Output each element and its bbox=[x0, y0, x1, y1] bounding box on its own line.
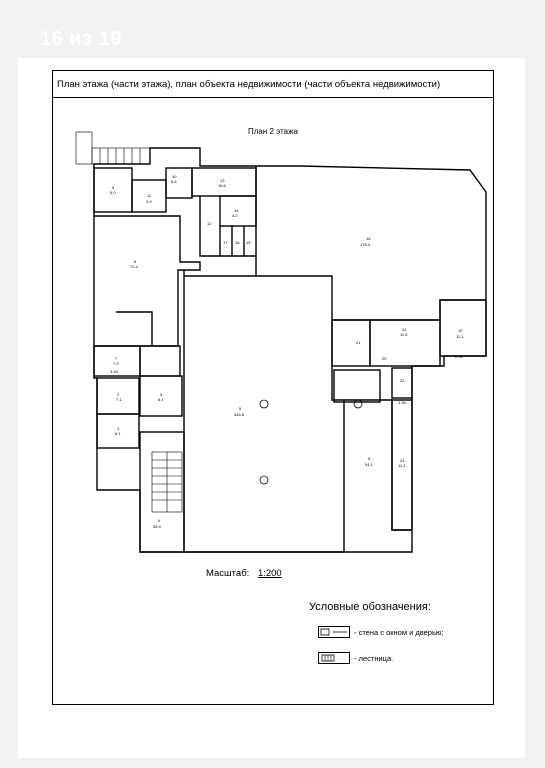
svg-text:38.9: 38.9 bbox=[153, 524, 161, 529]
svg-text:7.9: 7.9 bbox=[113, 361, 119, 366]
room-23-wall bbox=[392, 368, 412, 398]
room-5-wall bbox=[184, 270, 344, 552]
svg-text:14: 14 bbox=[234, 208, 239, 213]
legend-title: Условные обозначения: bbox=[309, 601, 431, 613]
svg-text:11.5: 11.5 bbox=[400, 332, 408, 337]
svg-text:23: 23 bbox=[400, 378, 405, 383]
svg-text:22: 22 bbox=[402, 327, 407, 332]
svg-text:2.92: 2.92 bbox=[455, 354, 463, 359]
svg-text:72.4: 72.4 bbox=[130, 264, 138, 269]
svg-text:12: 12 bbox=[207, 221, 212, 226]
legend-item-wall bbox=[318, 626, 444, 638]
svg-text:7.1: 7.1 bbox=[116, 397, 122, 402]
wall-window-door-icon bbox=[318, 626, 350, 638]
svg-text:8: 8 bbox=[134, 259, 137, 264]
svg-text:6.6: 6.6 bbox=[171, 179, 177, 184]
svg-text:16: 16 bbox=[235, 240, 240, 245]
svg-text:15: 15 bbox=[246, 240, 251, 245]
svg-text:17: 17 bbox=[223, 240, 228, 245]
svg-text:3.9: 3.9 bbox=[146, 199, 152, 204]
svg-text:24: 24 bbox=[400, 458, 405, 463]
room-21-wall bbox=[332, 320, 370, 366]
svg-text:21: 21 bbox=[356, 340, 361, 345]
svg-text:1: 1 bbox=[117, 426, 120, 431]
legend-label-stairs: - лестница. bbox=[354, 653, 394, 663]
svg-text:4: 4 bbox=[158, 518, 161, 523]
svg-text:9: 9 bbox=[112, 185, 115, 190]
room-19-wall bbox=[440, 300, 486, 356]
plan-title: План 2 этажа bbox=[248, 127, 298, 136]
svg-text:11.1: 11.1 bbox=[456, 334, 464, 339]
svg-text:10: 10 bbox=[172, 174, 177, 179]
legend-item-stairs bbox=[318, 652, 393, 664]
room-10-wall bbox=[166, 168, 192, 198]
room-18-wall bbox=[256, 166, 486, 320]
staircase-legend-icon bbox=[318, 652, 350, 664]
svg-text:13: 13 bbox=[220, 178, 225, 183]
svg-text:11: 11 bbox=[147, 193, 152, 198]
svg-text:7: 7 bbox=[115, 356, 118, 361]
svg-text:178.4: 178.4 bbox=[360, 242, 371, 247]
svg-text:6.1: 6.1 bbox=[158, 397, 164, 402]
page-counter: 16 из 19 bbox=[40, 28, 122, 50]
outer-wall bbox=[94, 148, 486, 552]
svg-text:3: 3 bbox=[160, 392, 163, 397]
svg-text:346.8: 346.8 bbox=[234, 412, 245, 417]
svg-text:6.1: 6.1 bbox=[115, 431, 121, 436]
svg-text:1.36: 1.36 bbox=[398, 400, 406, 405]
svg-text:19: 19 bbox=[458, 328, 463, 333]
column-markers bbox=[260, 400, 362, 484]
frame-header: План этажа (части этажа), план объекта недвижимости (части объекта недвижимости) bbox=[53, 71, 493, 98]
svg-text:12.1: 12.1 bbox=[398, 463, 406, 468]
scale-value: 1:200 bbox=[257, 568, 282, 579]
svg-text:5.0: 5.0 bbox=[110, 190, 116, 195]
svg-text:6: 6 bbox=[368, 456, 371, 461]
svg-text:20: 20 bbox=[382, 356, 387, 361]
svg-text:4.2: 4.2 bbox=[232, 213, 238, 218]
svg-text:15.6: 15.6 bbox=[218, 183, 226, 188]
svg-text:54.1: 54.1 bbox=[365, 462, 373, 467]
svg-text:5: 5 bbox=[239, 406, 242, 411]
scale-label: Масштаб: bbox=[206, 568, 250, 579]
svg-text:3.49: 3.49 bbox=[110, 369, 118, 374]
legend-label-wall: - стена с окном и дверью; bbox=[354, 627, 444, 637]
svg-text:18: 18 bbox=[366, 236, 371, 241]
svg-text:2: 2 bbox=[117, 392, 120, 397]
scale bbox=[206, 568, 282, 579]
